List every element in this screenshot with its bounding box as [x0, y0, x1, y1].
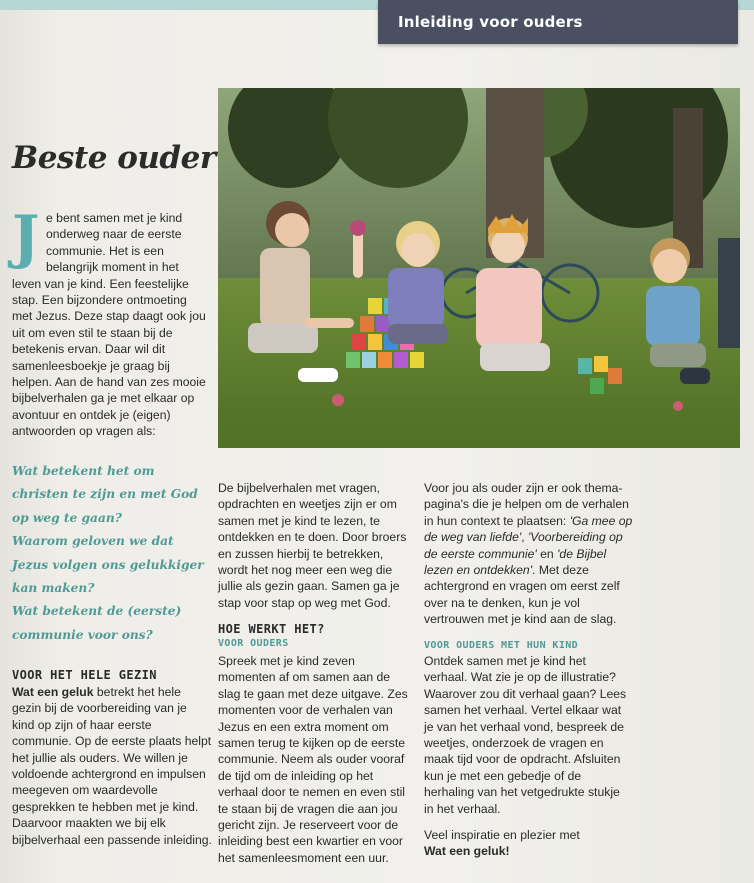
section-heading-gezin: VOOR HET HELE GEZIN	[12, 668, 157, 682]
question-3: Wat betekent de (eerste) communie voor ons?	[12, 604, 182, 642]
photo-illustration	[218, 88, 740, 448]
column3-sep-2: en	[536, 546, 558, 561]
dropcap-letter: J	[12, 203, 40, 271]
closing-text: Veel inspiratie en plezier met	[424, 828, 580, 842]
section-gezin-body	[12, 684, 212, 848]
intro-paragraph	[12, 203, 208, 440]
column3-text-before: Voor jou als ouder zijn er ook thema-pagina's die je helpen om de verhalen in hun context te plaatsen:	[424, 481, 629, 528]
children-playing-photo	[218, 88, 740, 448]
subheading-voor-ouders: VOOR OUDERS	[218, 638, 289, 649]
column2-text: De bijbelverhalen met vragen, opdrachten en weetjes zijn er om samen met je kind te lezen, te ontdekken en te doen. Door broers en zussen hierbij te betrekken, wordt het nog meer een weg die jullie als gezin gaan. Samen ga je stap voor stap op weg met God.	[218, 481, 407, 610]
section-tab	[378, 0, 738, 44]
product-name-bold: Wat een geluk	[12, 685, 94, 699]
question-1: Wat betekent het om christen te zijn en met God op weg te gaan?	[12, 464, 198, 525]
intro-text: e bent samen met je kind onderweg naar de eerste communie. Het is een belangrijk moment in het leven van je kind. Een feestelijke stap. Een bijzondere ontmoeting met Jezus. Deze stap daagt ook jou uit om even stil te staan bij de betekenis ervan. Daar wil dit samenleesboekje je graag bij helpen. Aan de hand van zes mooie bijbelverhalen ga je met elkaar op avontuur en ontdek je (eigen) antwoorden op vragen als:	[12, 211, 206, 439]
section-kind-text: Ontdek samen met je kind het verhaal. Wat zie je op de illustratie? Waarover zou dit verhaal gaan? Lees samen het verhaal. Vertel elkaar wat je van het verhaal vond, bespreek de weetjes, onderzoek de vragen en maak tijd voor de opdracht. Afsluiten kun je met een gebedje of de herhaling van het vetgedrukte stukje in het verhaal.	[424, 654, 627, 816]
closing-paragraph	[424, 827, 630, 860]
column2-paragraph	[218, 480, 414, 611]
theme-title-3: 'de Bijbel lezen en ontdekken'	[424, 546, 607, 578]
page-title: Beste ouder	[12, 140, 216, 176]
column3-sep-1: ,	[521, 530, 528, 545]
section-kind-body	[424, 653, 630, 817]
theme-title-2: 'Voorbereiding op de eerste communie'	[424, 530, 623, 561]
section-tab-label: Inleiding voor ouders	[398, 13, 583, 31]
subheading-ouders-met-kind: VOOR OUDERS MET HUN KIND	[424, 640, 579, 651]
reflection-questions	[12, 460, 212, 647]
section-heading-werkt: HOE WERKT HET?	[218, 622, 325, 636]
theme-title-1: 'Ga mee op de weg van liefde'	[424, 513, 633, 545]
column3-paragraph	[424, 480, 634, 628]
section-werkt-body	[218, 653, 414, 866]
section-werkt-text: Spreek met je kind zeven momenten af om samen aan de slag te gaan met deze uitgave. Zes momenten voor de verhalen van Jezus en een extra moment om samen terug te kijken op de eerste communie. Neem als ouder vooraf de tijd om de inleiding op het verhaal door te nemen en even stil te staan bij de vragen die aan jou gericht zijn. Je reserveert voor de inleiding best een kwartier en voor het samenleesmoment een uur.	[218, 654, 408, 865]
column3-text-after: . Met deze achtergrond en vragen om eerst zelf over na te denken, kun je vol vertrouwen met je kind aan de slag.	[424, 563, 620, 627]
question-2: Waarom geloven we dat Jezus volgen ons gelukkiger kan maken?	[12, 534, 204, 596]
section-gezin-text: betrekt het hele gezin bij de voorbereiding van je kind op zijn of haar eerste communie. Op de eerste plaats helpt het jullie als ouders. We willen je voldoende achtergrond en impulsen meegeven om waardevolle gesprekken te hebben met je kind. Daarvoor maakten we bij elk bijbelverhaal een passende inleiding.	[12, 685, 212, 847]
closing-bold: Wat een geluk!	[424, 844, 510, 859]
